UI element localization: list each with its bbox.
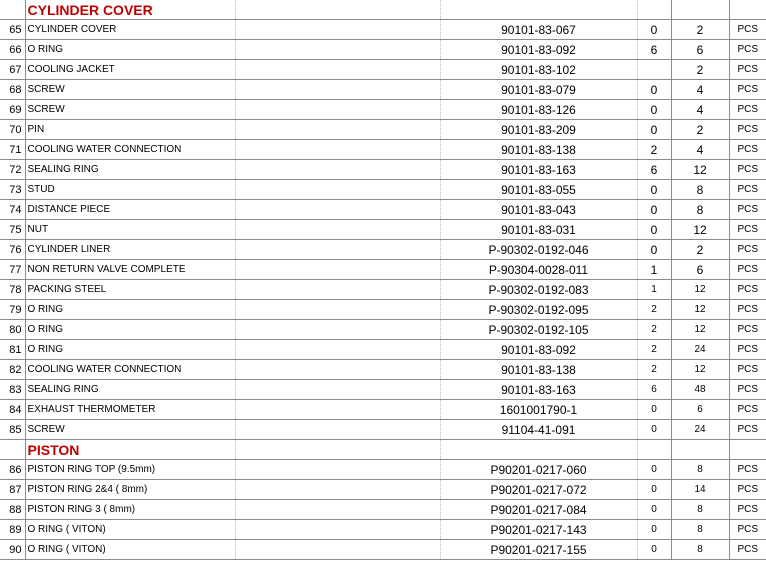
- unit-cell[interactable]: PCS: [729, 380, 766, 400]
- quantity-required-cell[interactable]: 2: [671, 240, 729, 260]
- empty-cell[interactable]: [235, 280, 440, 300]
- section-title[interactable]: PISTON: [25, 440, 235, 460]
- item-name-cell[interactable]: CYLINDER LINER: [25, 240, 235, 260]
- part-number-cell[interactable]: 90101-83-031: [440, 220, 637, 240]
- unit-cell[interactable]: PCS: [729, 140, 766, 160]
- row-number-cell[interactable]: 89: [0, 520, 25, 540]
- empty-cell[interactable]: [235, 480, 440, 500]
- part-number-cell[interactable]: 90101-83-067: [440, 20, 637, 40]
- empty-cell[interactable]: [235, 540, 440, 560]
- quantity-required-cell[interactable]: 4: [671, 140, 729, 160]
- table-row: [0, 400, 766, 420]
- row-number-cell[interactable]: 86: [0, 460, 25, 480]
- table-row: [0, 100, 766, 120]
- unit-cell[interactable]: PCS: [729, 260, 766, 280]
- table-row: [0, 460, 766, 480]
- unit-cell[interactable]: PCS: [729, 400, 766, 420]
- quantity-onboard-cell[interactable]: 0: [637, 240, 671, 260]
- item-name-cell[interactable]: O RING: [25, 320, 235, 340]
- quantity-required-cell[interactable]: 6: [671, 400, 729, 420]
- row-number-cell[interactable]: 72: [0, 160, 25, 180]
- item-name-cell[interactable]: PIN: [25, 120, 235, 140]
- quantity-required-cell[interactable]: 24: [671, 420, 729, 440]
- empty-cell[interactable]: [235, 460, 440, 480]
- part-number-cell[interactable]: 90101-83-209: [440, 120, 637, 140]
- part-number-cell[interactable]: 90101-83-079: [440, 80, 637, 100]
- item-name-cell[interactable]: O RING ( VITON): [25, 540, 235, 560]
- quantity-onboard-cell[interactable]: 6: [637, 40, 671, 60]
- empty-cell[interactable]: [235, 120, 440, 140]
- quantity-required-cell[interactable]: 8: [671, 500, 729, 520]
- table-row: [0, 360, 766, 380]
- table-row: [0, 340, 766, 360]
- item-name-cell[interactable]: SEALING RING: [25, 380, 235, 400]
- part-number-cell[interactable]: 90101-83-163: [440, 160, 637, 180]
- empty-cell[interactable]: [671, 0, 729, 20]
- quantity-required-cell[interactable]: 14: [671, 480, 729, 500]
- quantity-required-cell[interactable]: 12: [671, 160, 729, 180]
- empty-cell[interactable]: [637, 440, 671, 460]
- part-number-cell[interactable]: P-90302-0192-083: [440, 280, 637, 300]
- quantity-required-cell[interactable]: 4: [671, 80, 729, 100]
- item-name-cell[interactable]: COOLING WATER CONNECTION: [25, 360, 235, 380]
- table-row: [0, 300, 766, 320]
- item-name-cell[interactable]: COOLING JACKET: [25, 60, 235, 80]
- table-row: [0, 200, 766, 220]
- table-row: [0, 420, 766, 440]
- empty-cell[interactable]: [235, 60, 440, 80]
- item-name-cell[interactable]: SCREW: [25, 420, 235, 440]
- part-number-cell[interactable]: 90101-83-092: [440, 340, 637, 360]
- empty-cell[interactable]: [235, 340, 440, 360]
- item-name-cell[interactable]: PISTON RING 2&4 ( 8mm): [25, 480, 235, 500]
- empty-cell[interactable]: [235, 260, 440, 280]
- item-name-cell[interactable]: O RING: [25, 40, 235, 60]
- item-name-cell[interactable]: PACKING STEEL: [25, 280, 235, 300]
- item-name-cell[interactable]: SCREW: [25, 80, 235, 100]
- unit-cell[interactable]: PCS: [729, 60, 766, 80]
- part-number-cell[interactable]: P90201-0217-060: [440, 460, 637, 480]
- unit-cell[interactable]: PCS: [729, 100, 766, 120]
- table-row: [0, 220, 766, 240]
- section-header-row: [0, 440, 766, 460]
- empty-cell[interactable]: [235, 400, 440, 420]
- quantity-onboard-cell[interactable]: 0: [637, 20, 671, 40]
- unit-cell[interactable]: PCS: [729, 460, 766, 480]
- row-number-cell[interactable]: 65: [0, 20, 25, 40]
- table-row: [0, 60, 766, 80]
- quantity-required-cell[interactable]: 24: [671, 340, 729, 360]
- unit-cell[interactable]: PCS: [729, 540, 766, 560]
- item-name-cell[interactable]: SCREW: [25, 100, 235, 120]
- empty-cell[interactable]: [440, 0, 637, 20]
- part-number-cell[interactable]: P-90302-0192-105: [440, 320, 637, 340]
- empty-cell[interactable]: [235, 320, 440, 340]
- quantity-required-cell[interactable]: 48: [671, 380, 729, 400]
- empty-cell[interactable]: [729, 440, 766, 460]
- quantity-onboard-cell[interactable]: 0: [637, 500, 671, 520]
- item-name-cell[interactable]: O RING: [25, 300, 235, 320]
- table-row: [0, 380, 766, 400]
- empty-cell[interactable]: [235, 160, 440, 180]
- part-number-cell[interactable]: P90201-0217-155: [440, 540, 637, 560]
- part-number-cell[interactable]: 90101-83-055: [440, 180, 637, 200]
- empty-cell[interactable]: [235, 500, 440, 520]
- row-number-cell[interactable]: 84: [0, 400, 25, 420]
- quantity-required-cell[interactable]: 2: [671, 60, 729, 80]
- part-number-cell[interactable]: 1601001790-1: [440, 400, 637, 420]
- table-row: [0, 180, 766, 200]
- row-number-cell[interactable]: 69: [0, 100, 25, 120]
- row-number-cell[interactable]: 83: [0, 380, 25, 400]
- quantity-onboard-cell[interactable]: 6: [637, 160, 671, 180]
- part-number-cell[interactable]: 91104-41-091: [440, 420, 637, 440]
- quantity-onboard-cell[interactable]: 0: [637, 80, 671, 100]
- unit-cell[interactable]: PCS: [729, 200, 766, 220]
- table-row: [0, 80, 766, 100]
- empty-cell[interactable]: [440, 440, 637, 460]
- unit-cell[interactable]: PCS: [729, 120, 766, 140]
- quantity-onboard-cell[interactable]: 0: [637, 100, 671, 120]
- section-header-row: [0, 0, 766, 20]
- row-number-cell[interactable]: 81: [0, 340, 25, 360]
- unit-cell[interactable]: PCS: [729, 500, 766, 520]
- empty-cell[interactable]: [235, 220, 440, 240]
- quantity-required-cell[interactable]: 6: [671, 260, 729, 280]
- part-number-cell[interactable]: P90201-0217-084: [440, 500, 637, 520]
- quantity-required-cell[interactable]: 12: [671, 360, 729, 380]
- part-number-cell[interactable]: P90201-0217-072: [440, 480, 637, 500]
- item-name-cell[interactable]: O RING: [25, 340, 235, 360]
- unit-cell[interactable]: PCS: [729, 160, 766, 180]
- quantity-onboard-cell[interactable]: 1: [637, 260, 671, 280]
- quantity-required-cell[interactable]: 6: [671, 40, 729, 60]
- part-number-cell[interactable]: 90101-83-092: [440, 40, 637, 60]
- part-number-cell[interactable]: 90101-83-126: [440, 100, 637, 120]
- row-number-cell[interactable]: [0, 440, 25, 460]
- part-number-cell[interactable]: 90101-83-138: [440, 360, 637, 380]
- empty-cell[interactable]: [235, 440, 440, 460]
- table-row: [0, 540, 766, 560]
- item-name-cell[interactable]: SEALING RING: [25, 160, 235, 180]
- part-number-cell[interactable]: P-90302-0192-046: [440, 240, 637, 260]
- row-number-cell[interactable]: 82: [0, 360, 25, 380]
- table-row: [0, 160, 766, 180]
- empty-cell[interactable]: [235, 100, 440, 120]
- row-number-cell[interactable]: 87: [0, 480, 25, 500]
- row-number-cell[interactable]: 88: [0, 500, 25, 520]
- empty-cell[interactable]: [235, 360, 440, 380]
- table-row: [0, 240, 766, 260]
- quantity-onboard-cell[interactable]: 0: [637, 520, 671, 540]
- quantity-onboard-cell[interactable]: 0: [637, 540, 671, 560]
- row-number-cell[interactable]: 77: [0, 260, 25, 280]
- quantity-required-cell[interactable]: 2: [671, 20, 729, 40]
- quantity-required-cell[interactable]: 12: [671, 280, 729, 300]
- quantity-onboard-cell[interactable]: 2: [637, 300, 671, 320]
- part-number-cell[interactable]: 90101-83-043: [440, 200, 637, 220]
- empty-cell[interactable]: [235, 420, 440, 440]
- unit-cell[interactable]: PCS: [729, 20, 766, 40]
- item-name-cell[interactable]: CYLINDER COVER: [25, 20, 235, 40]
- quantity-required-cell[interactable]: 8: [671, 520, 729, 540]
- quantity-required-cell[interactable]: 4: [671, 100, 729, 120]
- empty-cell[interactable]: [235, 300, 440, 320]
- quantity-onboard-cell[interactable]: 1: [637, 280, 671, 300]
- empty-cell[interactable]: [235, 20, 440, 40]
- row-number-cell[interactable]: 67: [0, 60, 25, 80]
- unit-cell[interactable]: PCS: [729, 180, 766, 200]
- part-number-cell[interactable]: 90101-83-102: [440, 60, 637, 80]
- part-number-cell[interactable]: P90201-0217-143: [440, 520, 637, 540]
- unit-cell[interactable]: PCS: [729, 520, 766, 540]
- quantity-onboard-cell[interactable]: 2: [637, 320, 671, 340]
- quantity-onboard-cell[interactable]: 6: [637, 380, 671, 400]
- quantity-onboard-cell[interactable]: 0: [637, 220, 671, 240]
- item-name-cell[interactable]: NON RETURN VALVE COMPLETE: [25, 260, 235, 280]
- unit-cell[interactable]: PCS: [729, 80, 766, 100]
- row-number-cell[interactable]: 74: [0, 200, 25, 220]
- quantity-required-cell[interactable]: 12: [671, 320, 729, 340]
- empty-cell[interactable]: [235, 0, 440, 20]
- quantity-onboard-cell[interactable]: [637, 60, 671, 80]
- table-row: [0, 120, 766, 140]
- unit-cell[interactable]: PCS: [729, 340, 766, 360]
- quantity-required-cell[interactable]: 8: [671, 180, 729, 200]
- empty-cell[interactable]: [235, 380, 440, 400]
- unit-cell[interactable]: PCS: [729, 420, 766, 440]
- empty-cell[interactable]: [235, 520, 440, 540]
- row-number-cell[interactable]: 70: [0, 120, 25, 140]
- quantity-required-cell[interactable]: 8: [671, 200, 729, 220]
- empty-cell[interactable]: [235, 180, 440, 200]
- part-number-cell[interactable]: 90101-83-163: [440, 380, 637, 400]
- item-name-cell[interactable]: NUT: [25, 220, 235, 240]
- row-number-cell[interactable]: 79: [0, 300, 25, 320]
- quantity-required-cell[interactable]: 8: [671, 460, 729, 480]
- empty-cell[interactable]: [729, 0, 766, 20]
- quantity-onboard-cell[interactable]: 0: [637, 120, 671, 140]
- quantity-required-cell[interactable]: 12: [671, 220, 729, 240]
- row-number-cell[interactable]: 78: [0, 280, 25, 300]
- unit-cell[interactable]: PCS: [729, 220, 766, 240]
- item-name-cell[interactable]: EXHAUST THERMOMETER: [25, 400, 235, 420]
- item-name-cell[interactable]: PISTON RING TOP (9.5mm): [25, 460, 235, 480]
- unit-cell[interactable]: PCS: [729, 240, 766, 260]
- unit-cell[interactable]: PCS: [729, 360, 766, 380]
- unit-cell[interactable]: PCS: [729, 40, 766, 60]
- item-name-cell[interactable]: STUD: [25, 180, 235, 200]
- table-row: [0, 500, 766, 520]
- quantity-onboard-cell[interactable]: 0: [637, 420, 671, 440]
- quantity-required-cell[interactable]: 2: [671, 120, 729, 140]
- row-number-cell[interactable]: 76: [0, 240, 25, 260]
- row-number-cell[interactable]: 68: [0, 80, 25, 100]
- part-number-cell[interactable]: P-90304-0028-011: [440, 260, 637, 280]
- table-row: [0, 140, 766, 160]
- table-row: [0, 40, 766, 60]
- quantity-onboard-cell[interactable]: 2: [637, 140, 671, 160]
- empty-cell[interactable]: [637, 0, 671, 20]
- row-number-cell[interactable]: 73: [0, 180, 25, 200]
- quantity-onboard-cell[interactable]: 0: [637, 180, 671, 200]
- empty-cell[interactable]: [235, 200, 440, 220]
- empty-cell[interactable]: [671, 440, 729, 460]
- table-row: [0, 20, 766, 40]
- quantity-onboard-cell[interactable]: 0: [637, 460, 671, 480]
- row-number-cell[interactable]: [0, 0, 25, 20]
- table-row: [0, 280, 766, 300]
- quantity-onboard-cell[interactable]: 2: [637, 340, 671, 360]
- unit-cell[interactable]: PCS: [729, 320, 766, 340]
- row-number-cell[interactable]: 80: [0, 320, 25, 340]
- quantity-required-cell[interactable]: 12: [671, 300, 729, 320]
- item-name-cell[interactable]: O RING ( VITON): [25, 520, 235, 540]
- part-number-cell[interactable]: P-90302-0192-095: [440, 300, 637, 320]
- unit-cell[interactable]: PCS: [729, 300, 766, 320]
- quantity-onboard-cell[interactable]: 2: [637, 360, 671, 380]
- empty-cell[interactable]: [235, 40, 440, 60]
- table-row: [0, 480, 766, 500]
- quantity-onboard-cell[interactable]: 0: [637, 480, 671, 500]
- part-number-cell[interactable]: 90101-83-138: [440, 140, 637, 160]
- quantity-required-cell[interactable]: 8: [671, 540, 729, 560]
- unit-cell[interactable]: PCS: [729, 480, 766, 500]
- item-name-cell[interactable]: DISTANCE PIECE: [25, 200, 235, 220]
- row-number-cell[interactable]: 71: [0, 140, 25, 160]
- row-number-cell[interactable]: 90: [0, 540, 25, 560]
- quantity-onboard-cell[interactable]: 0: [637, 200, 671, 220]
- empty-cell[interactable]: [235, 80, 440, 100]
- row-number-cell[interactable]: 85: [0, 420, 25, 440]
- empty-cell[interactable]: [235, 240, 440, 260]
- empty-cell[interactable]: [235, 140, 440, 160]
- table-row: [0, 520, 766, 540]
- item-name-cell[interactable]: COOLING WATER CONNECTION: [25, 140, 235, 160]
- table-row: [0, 320, 766, 340]
- unit-cell[interactable]: PCS: [729, 280, 766, 300]
- item-name-cell[interactable]: PISTON RING 3 ( 8mm): [25, 500, 235, 520]
- row-number-cell[interactable]: 66: [0, 40, 25, 60]
- row-number-cell[interactable]: 75: [0, 220, 25, 240]
- quantity-onboard-cell[interactable]: 0: [637, 400, 671, 420]
- table-row: [0, 260, 766, 280]
- section-title[interactable]: CYLINDER COVER: [25, 0, 235, 20]
